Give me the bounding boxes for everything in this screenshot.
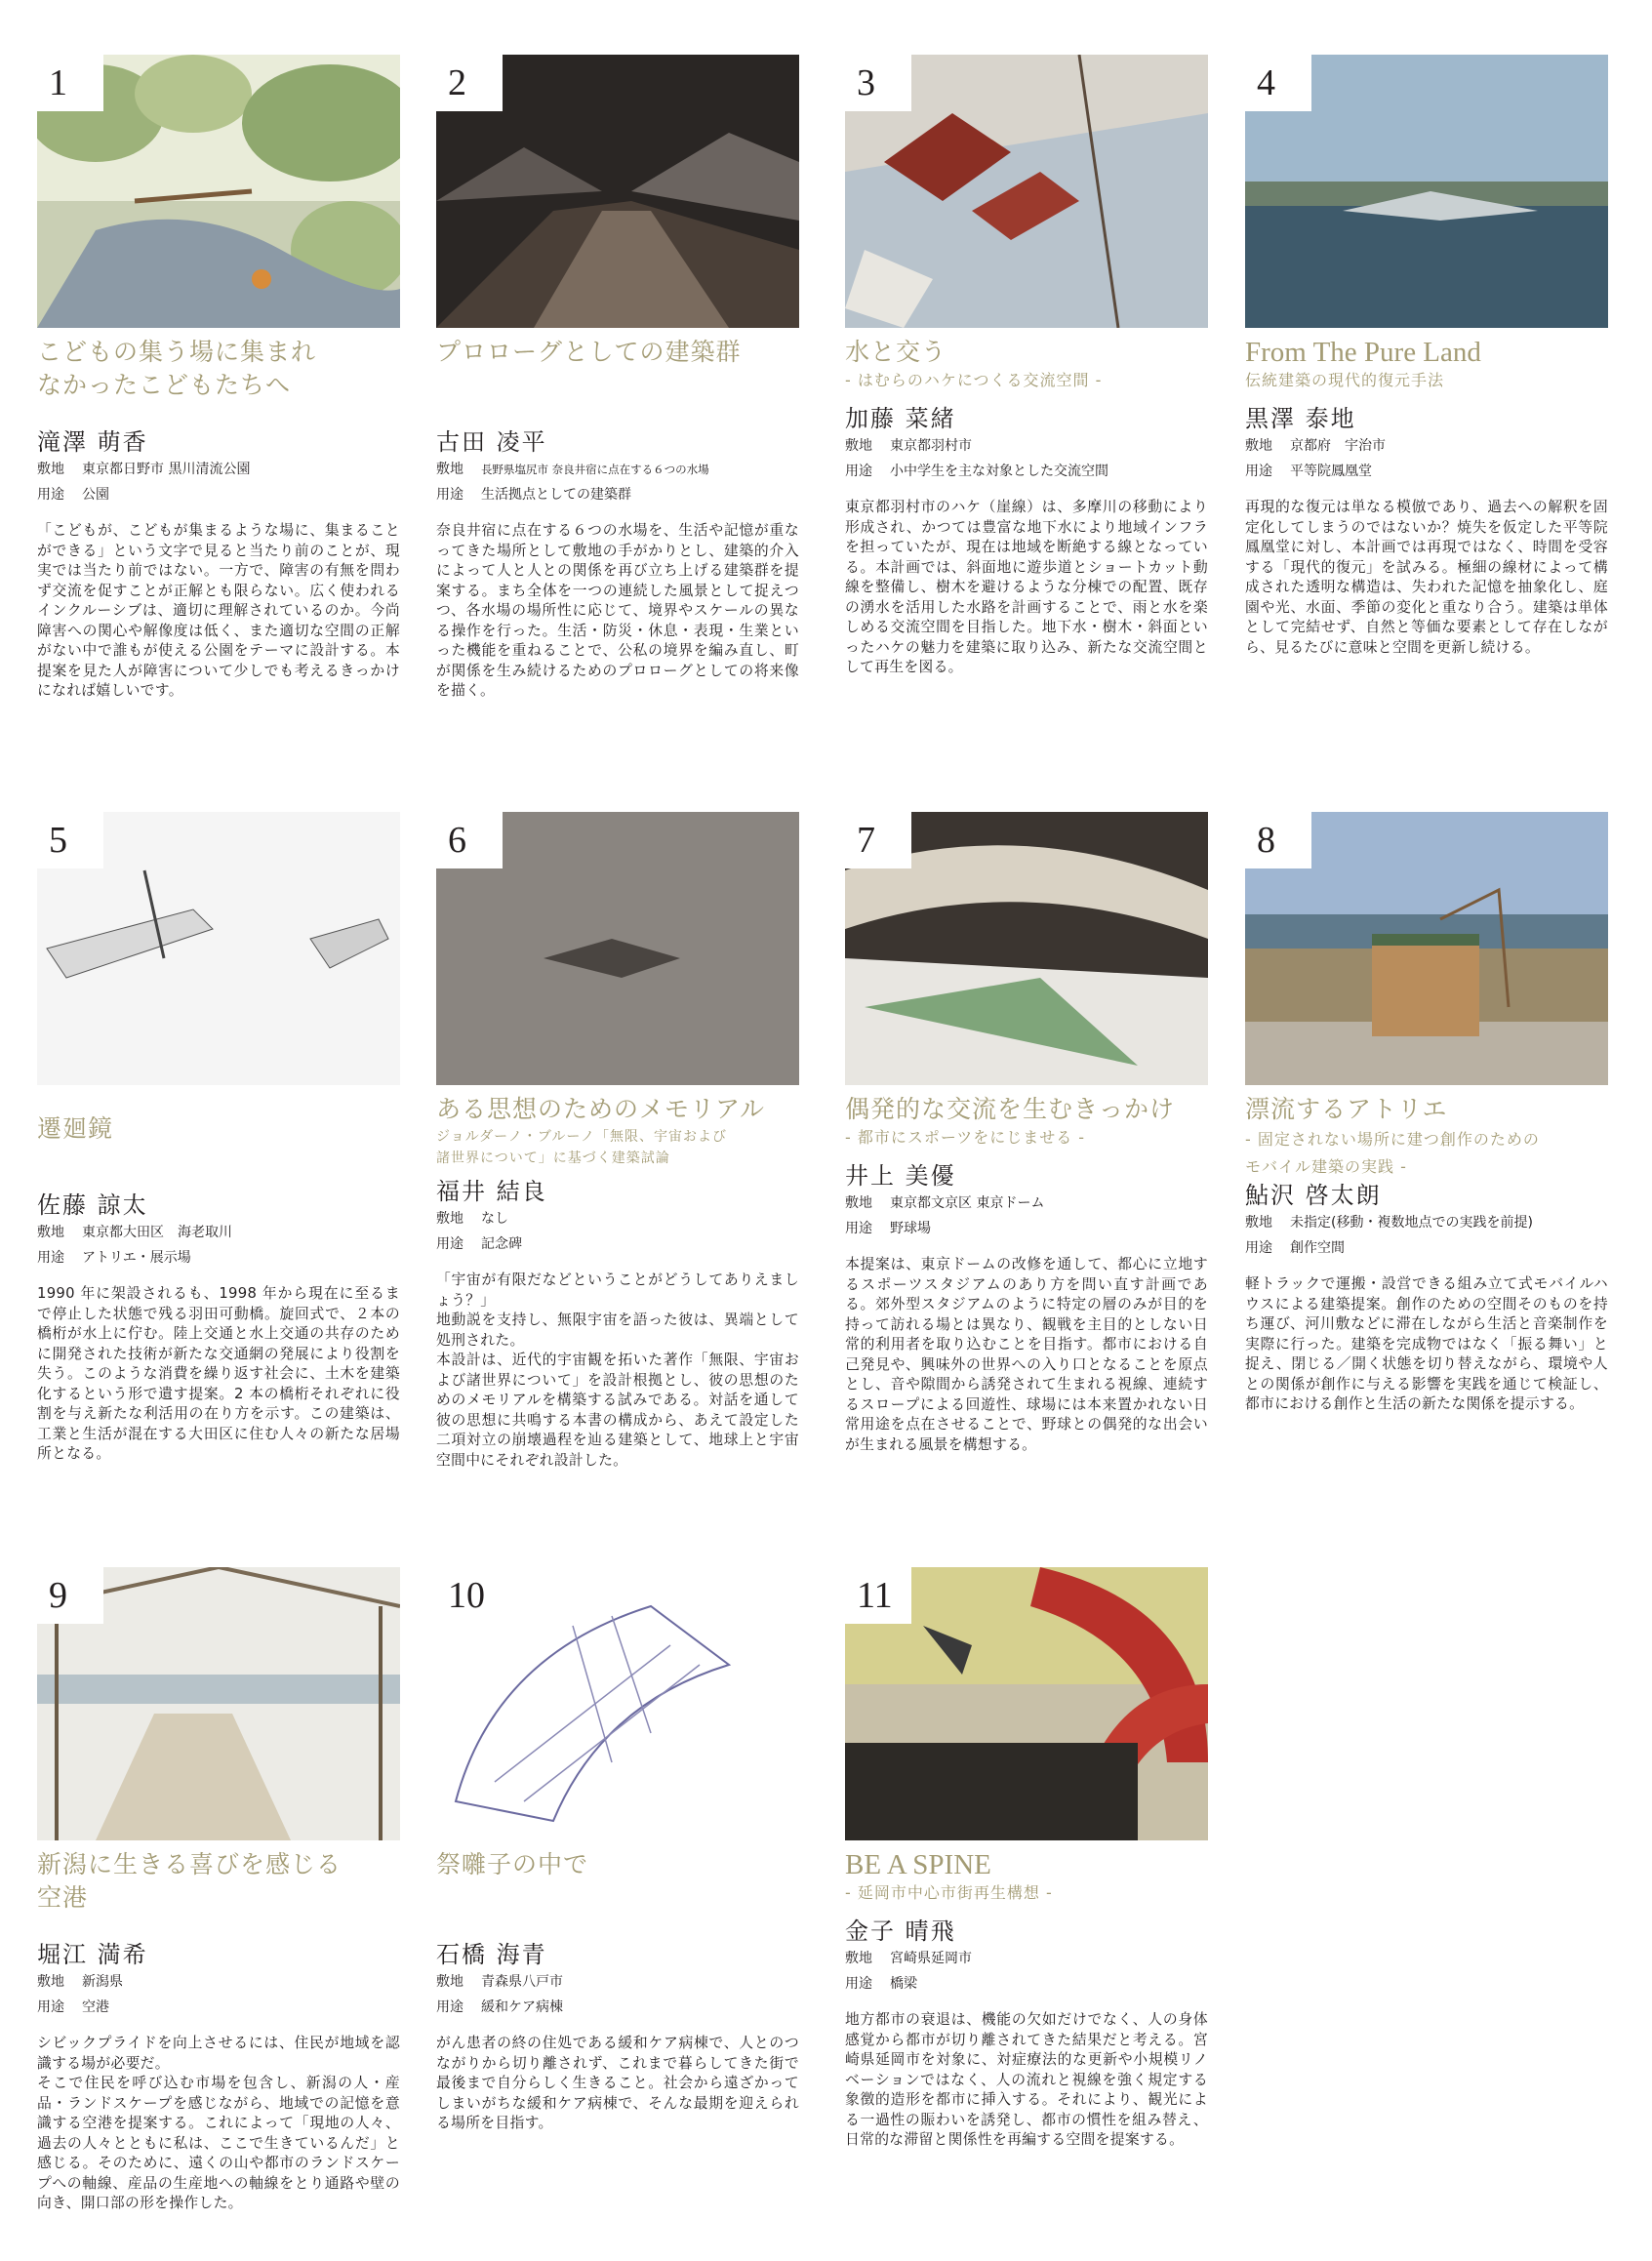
project-number: 7 [845, 812, 911, 868]
project-card-9 [37, 1567, 400, 2214]
site-row: 敷地 新潟県 [37, 1974, 123, 1990]
use-row: 用途 公園 [37, 487, 109, 503]
use-row: 用途 野球場 [845, 1221, 931, 1236]
project-image-9 [37, 1567, 400, 1840]
project-card-10 [436, 1567, 799, 2134]
author-name: 石橋 海青 [436, 1941, 547, 1968]
project-title: ある思想のためのメモリアル [436, 1095, 766, 1123]
project-card-3 [845, 55, 1208, 678]
site-row: 敷地 青森県八戸市 [436, 1974, 563, 1990]
project-description: 東京都羽村市のハケ（崖線）は、多摩川の移動により形成され、かつては豊富な地下水により地域インフラを担っていたが、現在は地域を断絶する線となっている。本計画では、斜面地に遊歩道とショートカット動線を整備し、樹木を避けるような分棟での配置、既存の湧水を活用した水路を計画することで、雨と水を楽しめる交流空間を目指した。地下水・樹木・斜面といったハケの魅力を建築に取り込み、新たな交流空間として再生を図る。 [845, 499, 1208, 675]
project-description: 地方都市の衰退は、機能の欠如だけでなく、人の身体感覚から都市が切り離されてきた結果だと考える。宮崎県延岡市を対象に、対症療法的な更新や小規模リノベーションではなく、人の流れと視線を強く規定する象徴的造形を都市に挿入する。それにより、観光による一過性の賑わいを誘発し、都市の慣性を組み替え、日常的な滞留と関係性を再編する空間を提案する。 [845, 2011, 1208, 2148]
site-row: 敷地 長野県塩尻市 奈良井宿に点在する６つの水場 [436, 462, 709, 477]
project-card-11 [845, 1567, 1208, 2151]
project-image-10 [436, 1567, 799, 1840]
use-row: 用途 生活拠点としての建築群 [436, 487, 631, 503]
project-subtitle: - はむらのハケにつくる交流空間 - [845, 371, 1103, 389]
project-description: 軽トラックで運搬・設営できる組み立て式モバイルハウスによる建築提案。創作のための空間そのものを持ち運び、河川敷などに滞在しながら生活と音楽制作を実際に行った。建築を完成物ではなく「振る舞い」と捉え、閉じる／開く状態を切り替えながら、環境や人との関係が創作に与える影響を実践を通じて検証し、都市における創作と生活の新たな関係を提示する。 [1245, 1275, 1608, 1412]
project-title: BE A SPINE [845, 1849, 991, 1880]
project-image-3 [845, 55, 1208, 328]
project-number: 4 [1245, 55, 1311, 111]
author-name: 鮎沢 啓太朗 [1245, 1182, 1382, 1209]
site-row: 敷地 東京都文京区 東京ドーム [845, 1195, 1045, 1211]
project-description: 「こどもが、こどもが集まるような場に、集まることができる」という文字で見ると当たり前のことが、現実では当たり前ではない。一方で、障害の有無を問わず交流を促すことが正解とも限らない。広く使われるインクルーシブは、適切に理解されているのか。今尚障害への関心や解像度は低く、また適切な空間の正解がない中で誰もが使える公園をテーマに設計する。本提案を見た人が障害について少しでも考えるきっかけになれば嬉しいです。 [37, 522, 400, 699]
use-row: 用途 橋梁 [845, 1976, 917, 1992]
project-description: 「宇宙が有限だなどということがどうしてありえましょう？」 地動説を支持し、無限宇宙を語った彼は、異端として処刑された。 本設計は、近代的宇宙観を拓いた著作「無限、宇宙および諸世界について」を設計根拠とし、彼の思想のためのメモリアルを構築する試みである。対話を通して彼の思想に共鳴する本書の構成から、あえて設定した二項対立の崩壊過程を辿る建築として、地球上と宇宙空間中にそれぞれ設計した。 [436, 1272, 799, 1469]
project-title: 水と交う [845, 338, 947, 366]
site-row: 敷地 東京都日野市 黒川清流公園 [37, 462, 251, 477]
author-name: 堀江 満希 [37, 1941, 148, 1968]
project-card-6 [436, 812, 799, 1471]
project-description: 本提案は、東京ドームの改修を通して、都心に立地するスポーツスタジアムのあり方を問い直す計画である。郊外型スタジアムのように特定の層のみが目的を持って訪れる場とは異なり、観戦を主目的としない日常的利用者を取り込むことを目指す。都市における自己発見や、興味外の世界への入り口となることを原点とし、音や隙間から誘発されて生まれる視線、連続するスロープによる回遊性、球場には本来置かれない日常用途を点在させることで、野球との偶発的な出会いが生まれる風景を構想する。 [845, 1256, 1208, 1453]
project-card-2 [436, 55, 799, 702]
site-row: 敷地 東京都大田区 海老取川 [37, 1225, 232, 1240]
author-name: 黒澤 泰地 [1245, 405, 1356, 432]
use-row: 用途 空港 [37, 1999, 109, 2015]
project-subtitle: - 延岡市中心市街再生構想 - [845, 1883, 1053, 1902]
project-title: 祭囃子の中で [436, 1850, 589, 1878]
project-number: 2 [436, 55, 503, 111]
project-subtitle: - 都市にスポーツをにじませる - [845, 1128, 1086, 1147]
project-description: シビックプライドを向上させるには、住民が地域を認識する場が必要だ。 そこで住民を呼び込む市場を包含し、新潟の人・産品・ランドスケープを感じながら、地域での記憶を意識する空港を提案する。これによって「現地の人々、過去の人々とともに私は、ここで生きているんだ」と感じる。そのために、遠くの山や都市のランドスケープへの軸線、産品の生産地への軸線をとり通路や壁の向き、開口部の形を操作した。 [37, 2035, 400, 2211]
author-name: 井上 美優 [845, 1162, 956, 1190]
project-image-2 [436, 55, 799, 328]
project-number: 10 [436, 1567, 503, 1624]
project-number: 3 [845, 55, 911, 111]
site-row: 敷地 宮崎県延岡市 [845, 1951, 972, 1966]
project-description: がん患者の終の住処である緩和ケア病棟で、人とのつながりから切り離されず、これまで暮らしてきた街で最後まで自分らしく生きること。社会から遠ざかってしまいがちな緩和ケア病棟で、そんな最期を迎えられる場所を目指す。 [436, 2035, 799, 2131]
author-name: 金子 晴飛 [845, 1918, 956, 1945]
project-card-5 [37, 812, 400, 1465]
project-image-5 [37, 812, 400, 1085]
project-number: 1 [37, 55, 103, 111]
site-row: 敷地 未指定(移動・複数地点での実践を前提) [1245, 1215, 1533, 1231]
site-row: 敷地 京都府 宇治市 [1245, 438, 1386, 454]
project-image-1 [37, 55, 400, 328]
project-title: From The Pure Land [1245, 337, 1481, 368]
site-row: 敷地 東京都羽村市 [845, 438, 972, 454]
project-title: 遷廻鏡 [37, 1114, 114, 1143]
project-title: プロローグとしての建築群 [436, 338, 742, 366]
project-subtitle: 伝統建築の現代的復元手法 [1245, 371, 1445, 389]
project-card-4 [1245, 55, 1608, 658]
use-row: 用途 創作空間 [1245, 1240, 1345, 1256]
use-row: 用途 記念碑 [436, 1236, 522, 1252]
project-number: 5 [37, 812, 103, 868]
project-title: 漂流するアトリエ [1245, 1095, 1448, 1123]
author-name: 加藤 菜緒 [845, 405, 956, 432]
project-image-4 [1245, 55, 1608, 328]
author-name: 滝澤 萌香 [37, 428, 148, 456]
project-card-1 [37, 55, 400, 702]
use-row: 用途 平等院鳳凰堂 [1245, 464, 1372, 479]
use-row: 用途 緩和ケア病棟 [436, 1999, 563, 2015]
project-number: 9 [37, 1567, 103, 1624]
project-number: 11 [845, 1567, 911, 1624]
project-image-8 [1245, 812, 1608, 1085]
project-description: 奈良井宿に点在する６つの水場を、生活や記憶が重なってきた場所として敷地の手がかりとし、建築的介入によって人と人との関係を再び立ち上げる建築群を提案する。まち全体を一つの連続した風景として捉えつつ、各水場の場所性に応じて、境界やスケールの異なる操作を行った。生活・防災・休息・表現・生業といった機能を重ねることで、公私の境界を編み直し、町が関係を生み続けるためのプロローグとしての将来像を描く。 [436, 522, 799, 699]
project-title: こどもの集う場に集まれ なかったこどもたちへ [37, 338, 317, 399]
project-description: 1990 年に架設されるも、1998 年から現在に至るまで停止した状態で残る羽田可動橋。旋回式で、２本の橋桁が水上に佇む。陸上交通と水上交通の共存のために開発された技術が新たな交通網の発展により役割を失う。このような消費を繰り返す社会に、土木を建築化するという形で遺す提案。2 本の橋桁それぞれに役割を与え新たな利活用の在り方を示す。この建築は、工業と生活が混在する大田区に住む人々の新たな居場所となる。 [37, 1285, 400, 1462]
project-subtitle: ジョルダーノ・ブルーノ「無限、宇宙および 諸世界について」に基づく建築試論 [436, 1129, 728, 1166]
project-number: 6 [436, 812, 503, 868]
project-image-6 [436, 812, 799, 1085]
project-card-7 [845, 812, 1208, 1455]
use-row: 用途 アトリエ・展示場 [37, 1250, 191, 1266]
project-number: 8 [1245, 812, 1311, 868]
project-title: 偶発的な交流を生むきっかけ [845, 1095, 1176, 1123]
project-title: 新潟に生きる喜びを感じる 空港 [37, 1850, 342, 1912]
project-subtitle: - 固定されない場所に建つ創作のための モバイル建築の実践 - [1245, 1130, 1540, 1176]
project-card-8 [1245, 812, 1608, 1415]
author-name: 古田 凌平 [436, 428, 547, 456]
project-image-7 [845, 812, 1208, 1085]
project-description: 再現的な復元は単なる模倣であり、過去への解釈を固定化してしまうのではないか？焼失を仮定した平等院鳳凰堂に対し、本計画では再現ではなく、時間を受容する「現代的復元」を試みる。極細の線材によって構成された透明な構造は、失われた記憶を抽象化し、庭園や光、水面、季節の変化と重なり合う。建築は単体として完結せず、自然と等価な要素として存在しながら、見るたびに意味と空間を更新し続ける。 [1245, 499, 1608, 656]
site-row: 敷地 なし [436, 1211, 508, 1227]
use-row: 用途 小中学生を主な対象とした交流空間 [845, 464, 1108, 479]
author-name: 佐藤 諒太 [37, 1191, 148, 1219]
author-name: 福井 結良 [436, 1178, 547, 1205]
project-image-11 [845, 1567, 1208, 1840]
